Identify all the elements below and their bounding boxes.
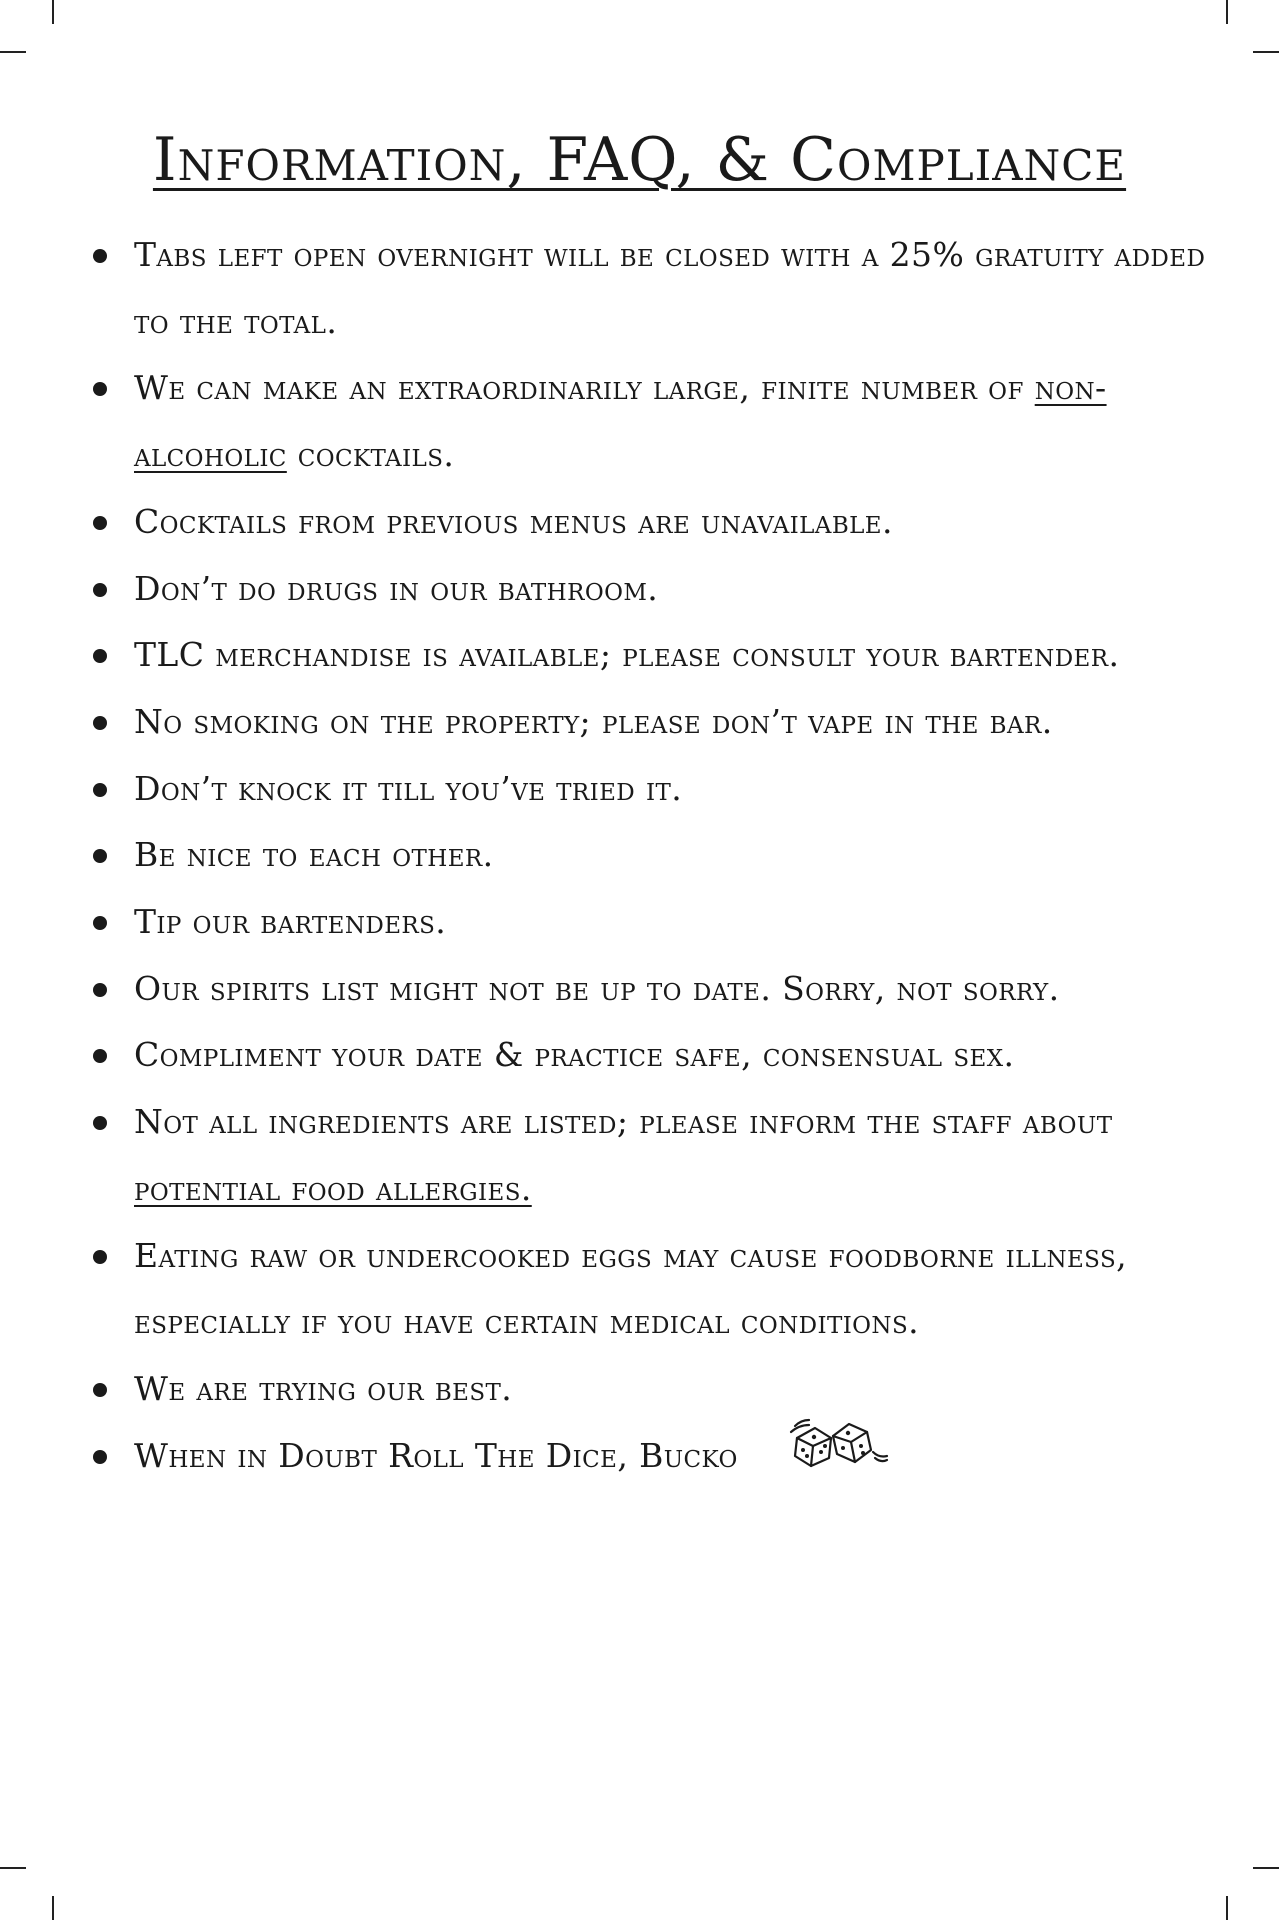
bullet [93,783,107,797]
crop-mark-top-left-h [0,51,26,53]
list-item-text: We can make an extraordinarily large, finite number of [134,368,1035,408]
page-title-text: Information, FAQ, & Compliance [152,125,1127,195]
list-item-text: Tabs left open overnight will be closed with a 25% gratuity added to the total. [134,235,1206,341]
bullet [93,1383,107,1397]
crop-mark-top-right [1226,0,1228,24]
list-item [90,822,1220,889]
list-item [90,1223,1220,1356]
list-item [90,756,1220,823]
list-item [90,556,1220,623]
dice-icon [785,1416,895,1491]
bullet [93,583,107,597]
bullet [93,983,107,997]
crop-mark-bottom-right [1226,1896,1228,1920]
list-item [90,956,1220,1023]
bullet [93,1049,107,1063]
list-item [90,489,1220,556]
crop-mark-bottom-left [52,1896,54,1920]
bullet [93,382,107,396]
bullet [93,849,107,863]
list-item-text: When in Doubt Roll The Dice, Bucko [134,1435,738,1475]
list-item-text: Cocktails from previous menus are unavailable. [134,501,893,541]
underlined-text: potential food allergies. [134,1168,532,1208]
list-item-text: Be nice to each other. [134,835,494,875]
list-item-text: Compliment your date & practice safe, consensual sex. [134,1035,1015,1075]
bullet [93,649,107,663]
list-item [90,622,1220,689]
crop-mark-bottom-right-h [1253,1867,1279,1869]
crop-mark-top-left [52,0,54,24]
bullet [93,249,107,263]
list-item [90,222,1220,355]
list-item-text: Our spirits list might not be up to date. Sorry, not sorry. [134,968,1060,1008]
page-title [0,120,1279,200]
list-item [90,1356,1220,1423]
list-item-text: No smoking on the property; please don’t vape in the bar. [134,701,1053,741]
underlined-text: non-alcoholic [134,368,1107,475]
list-item-text: TLC merchandise is available; please consult your bartender. [134,635,1120,675]
crop-mark-bottom-left-h [0,1867,26,1869]
bullet [93,1450,107,1464]
bullet [93,716,107,730]
list-item-text: Eating raw or undercooked eggs may cause foodborne illness, especially if you have certain medical conditions. [134,1235,1127,1342]
crop-mark-top-right-h [1253,51,1279,53]
list-item-text: Tip our bartenders. [134,902,447,942]
bullet [93,1250,107,1264]
list-item [90,1089,1220,1222]
list-item [90,355,1220,488]
list-item-text: Not all ingredients are listed; please inform the staff about [134,1102,1113,1142]
list-item [90,889,1220,956]
list-item [90,1423,1220,1491]
rules-list [90,222,1220,1491]
list-item-text: Don’t knock it till you’ve tried it. [134,768,683,808]
list-item [90,689,1220,756]
bullet [93,916,107,930]
list-item-text: We are trying our best. [134,1368,513,1408]
list-item [90,1022,1220,1089]
list-item-text-end: cocktails. [286,435,455,475]
bullet [93,1116,107,1130]
list-item-text: Don’t do drugs in our bathroom. [134,568,659,608]
bullet [93,516,107,530]
